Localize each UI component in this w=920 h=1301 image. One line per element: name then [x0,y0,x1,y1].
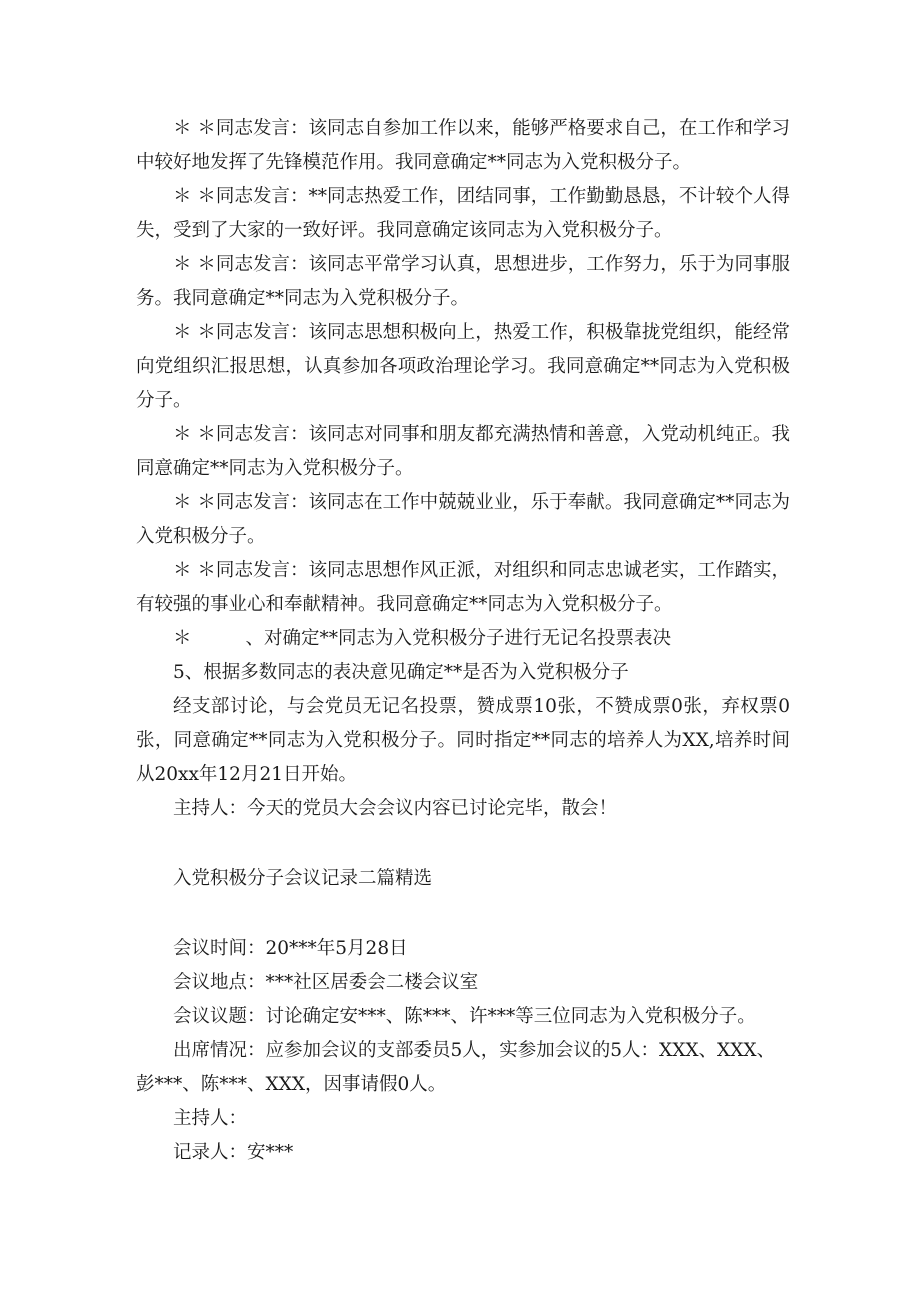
closing-remark: 主持人：今天的党员大会会议内容已讨论完毕，散会！ [173,798,618,819]
meeting-topic: 会议议题：讨论确定安***、陈***、许***等三位同志为入党积极分子。 [173,1006,756,1027]
speech-paragraph-3: ＊ ＊同志发言：该同志平常学习认真，思想进步，工作努力，乐于为同事服务。我同意确定**同志为入党积极分子。 [136,254,790,309]
vote-item [136,622,790,656]
speech-paragraph-4: ＊ ＊同志发言：该同志思想积极向上，热爱工作，积极靠拢党组织，能经常向党组织汇报思想，认真参加各项政治理论学习。我同意确定**同志为入党积极分子。 [136,322,790,411]
vote-result-paragraph: 经支部讨论，与会党员无记名投票，赞成票10张，不赞成票0张，弃权票0张，同意确定**同志为入党积极分子。同时指定**同志的培养人为XX,培养时间从20xx年12月21日开始。 [136,696,790,785]
speech-paragraph-7: ＊ ＊同志发言：该同志思想作风正派，对组织和同志忠诚老实，工作踏实，有较强的事业心和奉献精神。我同意确定**同志为入党积极分子。 [136,560,790,615]
meeting-place: 会议地点：***社区居委会二楼会议室 [173,972,479,993]
meeting-time: 会议时间：20***年5月28日 [173,938,408,959]
agenda-item-5: 5、根据多数同志的表决意见确定**是否为入党积极分子 [173,662,629,683]
meeting-host: 主持人： [173,1108,248,1129]
meeting-attendance: 出席情况：应参加会议的支部委员5人，实参加会议的5人：XXX、XXX、彭***、陈***、XXX，因事请假0人。 [136,1040,776,1095]
vote-item-text: 、对确定**同志为入党积极分子进行无记名投票表决 [245,628,672,649]
speech-paragraph-2: ＊ ＊同志发言：**同志热爱工作，团结同事，工作勤勤恳恳，不计较个人得失，受到了大家的一致好评。我同意确定该同志为入党积极分子。 [136,186,790,241]
document-body [136,112,790,1170]
speech-paragraph-5: ＊ ＊同志发言：该同志对同事和朋友都充满热情和善意，入党动机纯正。我同意确定**同志为入党积极分子。 [136,424,790,479]
speech-paragraph-1: ＊ ＊同志发言：该同志自参加工作以来，能够严格要求自己，在工作和学习中较好地发挥了先锋模范作用。我同意确定**同志为入党积极分子。 [136,118,790,173]
meeting-recorder: 记录人：安*** [173,1142,294,1163]
speech-paragraph-6: ＊ ＊同志发言：该同志在工作中兢兢业业，乐于奉献。我同意确定**同志为入党积极分子。 [136,492,790,547]
vote-item-marker: ＊ [173,628,192,649]
section-title: 入党积极分子会议记录二篇精选 [173,868,433,889]
